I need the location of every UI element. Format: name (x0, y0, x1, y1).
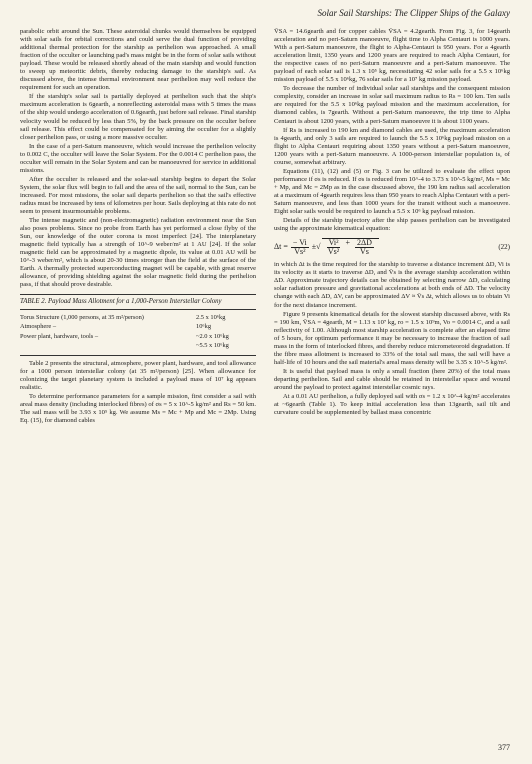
left-paragraph: After the occulter is released and the solar-sail starship begins to depart the Solar System, the solar flux will begin to fall and the area of the sail, normal to the Sun, can be increased. For most missions, the solar sail departs perihelion so that the sail's effective radius must be increased by tens of kilometres per hour. Sails deploying at this rate do not seem to present insurmountable problems. (20, 175, 256, 216)
right-paragraph: Figure 9 presents kinematical details for the slowest starship discussed above, with Rs = 190 km, V̄SA = 4gearth, M = 1.13 x 10⁷ kg, ro = 1.5 x 10⁹m, Vo = 0.0014 C, and a sail reflectivity of 1.00. Although most starship acceleration is complete after an elapsed time of 5 hours, for optimum performance it may be necessary to increase the fraction of sail mass in the form of interlocked fibres, and thereby reduce micrometeoroid degradation. If the fibre mass allotment is increased to 33% of the total sail mass, the sail will have a half-life of 10 hours and the sail material's areal mass density will be 3.35 x 10^-5 kg/m². (274, 310, 510, 366)
left-paragraph: If the starship's solar sail is partially deployed at perihelion such that the ship's maximum acceleration is 6gearth, a nonreflecting asteroidal mass with 5 times the mass of the ship would undergo acceleration of 0.6gearth, just before sail release. Final starship velocity would be reduced by less than 5%, by the back pressure on the occulter before sail release. This effect could be compensated for by aiming the occulter for a slightly closer perihelion pass, or using a more massive occulter. (20, 93, 256, 141)
right-column (274, 28, 510, 418)
right-paragraph: It is useful that payload mass is only a small fraction (here 20%) of the total mass departing perihelion. Sail and cable should be retained in interstellar space and wound around the payload to protect against interstellar cosmic rays. (274, 367, 510, 391)
equation-plus: + (345, 238, 350, 248)
equation-fraction (327, 239, 341, 256)
equation-numerator: 2ΔD (357, 238, 372, 248)
right-paragraph: V̄SA = 14.6gearth and for copper cables V̄SA = 4.2gearth. From Fig. 3, for 14gearth acceleration and no peri-Saturn manoeuvre, flight time to Alpha Centauri is 1000 years. With a peri-Saturn manoeuvre, the flight to Alpha-Centauri is 950 years. For a 4gearth acceleration limit, 1350 years and 1200 years are required to reach Alpha Centauri, for the respective cases of no peri-Saturn manoeuvre and a peri-Saturn manoeuvre. The payload of each solar sail is 1.3 x 10⁵ kg, necessitating 42 solar sails for a 5.5 x 10⁶kg mission payload of 5.5 x 10⁶kg, 76 solar sails for a 10⁷ kg mission payload. (274, 28, 510, 84)
left-paragraph: In the case of a peri-Saturn manoeuvre, which would increase the perihelion velocity to 0.002 C, the occulter will leave the Solar System. For the 0.0014 C perihelion pass, the occulter will remain in the Solar System and can be manoeuvred for service in additional missions. (20, 142, 256, 174)
table-cell-label: Power plant, hardware, tools – (20, 332, 99, 340)
sqrt-sign: √ (316, 242, 321, 252)
right-paragraph: If Rs is increased to 190 km and diamond cables are used, the maximum acceleration is 4gearth, and only 3 sails are required to launch the 5.5 x 10⁶kg payload mission on a flight to Alpha Centauri requiring about 1350 years without a peri-Saturn manoeuvre, 1200 years with a peri-Saturn manoeuvre. A 1000-person interstellar population is, of course, somewhat arbitrary. (274, 126, 510, 166)
table-cell-label: Torus Structure (1,000 persons, at 35 m²/person) (20, 313, 144, 321)
equation-numerator: Vi² (328, 238, 339, 248)
equation-numerator: − Vi (292, 237, 307, 247)
left-column (20, 28, 256, 426)
equation-plus-minus: ± (311, 242, 317, 252)
table-cell-label: Atmosphere – (20, 323, 57, 330)
table-row (20, 322, 256, 332)
right-paragraph: To decrease the number of individual solar sail starships and the consequent mission complexity, consider an increase in solar sail maximum radius to Rs = 100 km. Ten sails are required for the 5.5 x 10⁶kg payload mission and the maximum acceleration, for diamond cables, is 7gearth. Without a peri-Saturn manoeuvre, the trip time to Alpha Centauri is about 1200 years, with a peri-Saturn manoeuvre it is about 1100 years. (274, 85, 510, 125)
equation-radical (322, 238, 379, 256)
right-paragraph: At a 0.01 AU perihelion, a fully deployed sail with σs = 1.2 x 10^-4 kg/m² accelerates at ~6gearth (Table 1). To keep initial acceleration less than 13gearth, sail tilt and curvature could be supplemented by ballast mass concentric (274, 393, 510, 417)
equation-denominator: V̄s (360, 247, 369, 257)
table-row (20, 341, 256, 351)
payload-mass-table (20, 294, 256, 356)
left-paragraph: Table 2 presents the structural, atmosphere, power plant, hardware, and tool allowance for a 1000 person interstellar colony (at 35 m²/person) [25]. When allowance for colonizing the target planetary system is included a payload mass of 10⁷ kg appears realistic. (20, 359, 256, 391)
table-row (20, 313, 256, 323)
right-paragraph: in which Δt is the time required for the starship to traverse a distance increment ΔD, Vi is its velocity as it starts to traverse ΔD, and V̄s is the average starship acceleration within ΔD. Approximate trajectory details can be obtained by selecting narrow ΔD, calculating solar radiation pressure and gravitational accelerations at both ends of ΔD. The velocity change with each ΔD, ΔV, can be approximated ΔV ≈ V̄s Δt, which allows us to obtain Vi for the next distance increment. (274, 261, 510, 309)
right-paragraph: Equations (11), (12) and (5) or Fig. 3 can be utilized to evaluate the effect upon performance if σs is reduced. If σs is reduced from 10^-4 to 3.73 x 10^-5 kg/m², Ms = Mc + Mp, and Mc = 2Mp as in the case discussed above, the 190 km radius sail acceleration at a maximum of 4gearth requires less than 950 years to reach Alpha Centauri with a peri-Saturn manoeuvre, and less than 1000 years for the transit without such a manoeuvre. Eight solar sails would be required to launch a 5.5 x 10⁶ kg payload mission. (274, 167, 510, 216)
left-paragraph: The intense magnetic and (non-electromagnetic) radiation environment near the Sun also poses problems. Since no probe from Earth has yet performed a close flyby of the Sun, our knowledge of the outer corona is most imperfect [24]. The interplanetary magnetic field typically has a strength of 10^-9 weber/m² at 1 AU [24]. If the solar magnetic field can be approximated by a magnetic dipole, its value at 0.01 AU will be 10^-3 weber/m², which is about 20-30 times stronger than the field at the surface of the Earth. A thermally protected superconducting magnet will be capable, with great reserve allowance, of providing shielding against the solar magnetic field during the perihelion pass, if that should prove desirable. (20, 217, 256, 289)
table-divider (20, 309, 256, 310)
table-cell-value: ~2.0 x 10⁶kg (196, 332, 229, 340)
equation-fraction (291, 239, 309, 256)
table-title: TABLE 2. Payload Mass Allotment for a 1,000-Person Interstellar Colony (20, 297, 222, 305)
left-paragraph: parabolic orbit around the Sun. These asteroidal chunks would themselves be equipped with solar sails for orbital corrections and could serve the dual function of providing additional thermal protection for the starship as perihelion was approached. A small fraction of the occulter or launching pad's mass might be in the form of solar sails without payload. These would be released shortly ahead of the main starship and would function to sweep up meteoritic debris, thereby reducing damage to the starship's sail. As discussed above, the intense thermal environment near perihelion may well reduce the requirement for such an operation. (20, 28, 256, 92)
equation-fraction (355, 239, 374, 256)
page-number: 377 (498, 743, 510, 752)
left-paragraph: To determine performance parameters for a sample mission, first consider a sail with areal mass density (including interlocked fibres) of σs = 5 x 10^-5 kg/m² and Rs = 50 km. The sail mass will be 3.93 x 10⁵ kg. We assume Ms = Mc + Mp and Mc = 2Mp. Using Eq. (15), for diamond cables (20, 392, 256, 424)
equation-denominator: V̄s² (327, 247, 340, 257)
table-cell-value: 10⁶kg (196, 323, 212, 330)
table-row (20, 332, 256, 342)
equation-number: (22) (498, 243, 510, 252)
equation-lhs: Δt = (274, 242, 288, 252)
running-head: Solar Sail Starships: The Clipper Ships of the Galaxy (317, 8, 510, 18)
table-cell-value: 2.5 x 10⁶kg (196, 313, 226, 321)
table-cell-value: ~5.5 x 10⁶kg (196, 342, 229, 349)
right-paragraph: Details of the starship trajectory after the ship passes perihelion can be investigated using the approximate kinematical equation: (274, 217, 510, 233)
equation-denominator: V̄s² (294, 246, 306, 256)
kinematical-equation (274, 238, 510, 256)
